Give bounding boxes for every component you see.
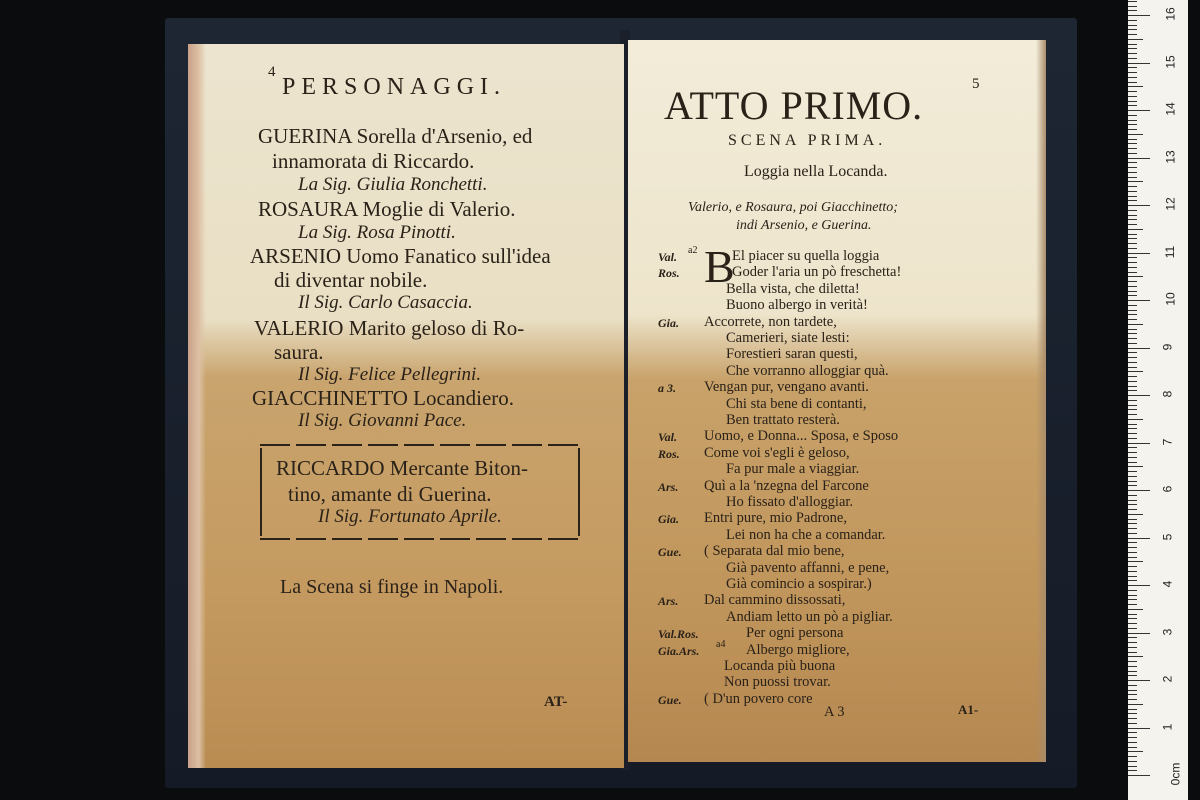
ruler-number: 9 [1160, 343, 1175, 350]
role-line: GUERINA Sorella d'Arsenio, ed [258, 124, 533, 148]
speaker-label: Gia.Ars. [658, 643, 700, 658]
speaker-label: Ros. [658, 266, 680, 281]
ruler-tick [1128, 618, 1137, 619]
speaker-label: Ars. [658, 479, 679, 494]
ruler-tick [1128, 44, 1137, 45]
ruler-tick [1128, 557, 1137, 558]
libretto-line: Camerieri, siate lesti: [726, 330, 850, 346]
ruler-tick [1128, 462, 1137, 463]
ruler-tick [1128, 599, 1137, 600]
ruler-tick [1128, 571, 1137, 572]
catchword: A1- [958, 702, 979, 717]
ruler-tick [1128, 756, 1137, 757]
ruler-tick [1128, 495, 1137, 496]
libretto-line: ( D'un povero core [704, 690, 813, 707]
ruler-tick [1128, 633, 1150, 634]
ruler-tick [1128, 424, 1137, 425]
ruler-tick [1128, 34, 1137, 35]
libretto-line: Albergo migliore, [746, 641, 850, 658]
ruler-tick [1128, 63, 1150, 64]
ruler-number: 14 [1163, 102, 1178, 116]
ruler-tick [1128, 409, 1137, 410]
ruler-tick [1128, 390, 1137, 391]
ruler-tick [1128, 1, 1137, 2]
ruler-tick [1128, 761, 1137, 762]
ruler-tick [1128, 181, 1143, 182]
ruler-tick [1128, 547, 1137, 548]
ruler-tick [1128, 219, 1137, 220]
ruler-tick [1128, 770, 1137, 771]
ruler-number: 3 [1160, 628, 1175, 635]
ruler-tick [1128, 552, 1137, 553]
ruler-number: 10 [1163, 292, 1178, 306]
libretto-line: Lei non ha che a comandar. [726, 526, 886, 543]
ruler-tick [1128, 234, 1137, 235]
ruler-tick [1128, 533, 1137, 534]
ruler-tick [1128, 371, 1143, 372]
ruler-tick [1128, 747, 1137, 748]
ruler-tick [1128, 253, 1150, 254]
ruler-tick [1128, 400, 1137, 401]
ruler-tick [1128, 205, 1150, 206]
ruler-tick [1128, 671, 1137, 672]
speaker-label: a 3. [658, 381, 676, 396]
ruler-tick [1128, 538, 1150, 539]
ruler-tick [1128, 466, 1143, 467]
page-number: 4 [268, 64, 276, 80]
ruler-tick [1128, 338, 1137, 339]
ruler-tick [1128, 585, 1150, 586]
ruler-tick [1128, 528, 1137, 529]
ruler-tick [1128, 305, 1137, 306]
ruler-tick [1128, 766, 1137, 767]
ruler-tick [1128, 329, 1137, 330]
ruler-tick [1128, 405, 1137, 406]
ruler-tick [1128, 96, 1137, 97]
ruler-tick [1128, 637, 1137, 638]
ruler-tick [1128, 196, 1137, 197]
ruler-number: 5 [1160, 533, 1175, 540]
ruler-tick [1128, 576, 1137, 577]
ruler-number: 11 [1163, 245, 1178, 258]
ruler-tick [1128, 642, 1137, 643]
page-heading: PERSONAGGI. [282, 74, 507, 100]
libretto-line: Entri pure, mio Padrone, [704, 510, 847, 527]
role-line: di diventar nobile. [274, 268, 428, 292]
ruler-tick [1128, 362, 1137, 363]
ruler-tick [1128, 10, 1137, 11]
ruler-tick [1128, 500, 1137, 501]
speaker-label: Gue. [658, 692, 682, 707]
stage-direction: Valerio, e Rosaura, poi Giacchinetto; [688, 200, 898, 215]
ruler-tick [1128, 504, 1137, 505]
measuring-ruler [1128, 0, 1188, 800]
right-page [628, 40, 1046, 762]
ruler-tick [1128, 623, 1137, 624]
ruler-tick [1128, 134, 1143, 135]
ruler-tick [1128, 210, 1137, 211]
ruler-tick [1128, 509, 1137, 510]
libretto-line: Ho fissato d'alloggiar. [726, 494, 854, 510]
ruler-tick [1128, 395, 1150, 396]
ruler-tick [1128, 167, 1137, 168]
ruler-tick [1128, 348, 1150, 349]
ruler-tick [1128, 656, 1143, 657]
ruler-tick [1128, 732, 1137, 733]
libretto-line: Buono albergo in verità! [726, 297, 868, 314]
ruler-tick [1128, 48, 1137, 49]
ruler-tick [1128, 324, 1143, 325]
ruler-tick [1128, 158, 1150, 159]
libretto-line: Già comincio a sospirar.) [726, 576, 872, 592]
ruler-tick [1128, 452, 1137, 453]
ruler-tick [1128, 728, 1150, 729]
libretto-line: Dal cammino dissossati, [704, 592, 846, 609]
ruler-tick [1128, 310, 1137, 311]
ruler-tick [1128, 172, 1137, 173]
ruler-tick [1128, 514, 1143, 515]
ruler-tick [1128, 561, 1143, 562]
role-line: tino, amante di Guerina. [288, 482, 492, 506]
ruler-tick [1128, 352, 1137, 353]
role-line: RICCARDO Mercante Biton- [276, 456, 528, 480]
ruler-number: 13 [1163, 149, 1178, 164]
ruler-tick [1128, 86, 1143, 87]
ruler-tick [1128, 628, 1137, 629]
libretto-line: ( Separata dal mio bene, [704, 543, 845, 560]
ruler-tick [1128, 381, 1137, 382]
ruler-tick [1128, 333, 1137, 334]
ruler-tick [1128, 148, 1137, 149]
act-title: ATTO PRIMO. [664, 83, 924, 128]
ruler-tick [1128, 115, 1137, 116]
ruler-tick [1128, 319, 1137, 320]
libretto-line: El piacer su quella loggia [732, 248, 880, 264]
ruler-number: 1 [1160, 723, 1175, 730]
scene-location: Loggia nella Locanda. [744, 163, 888, 180]
ruler-tick [1128, 699, 1137, 700]
ruler-tick [1128, 519, 1137, 520]
actor-name: Il Sig. Carlo Casaccia. [298, 292, 473, 313]
speaker-label: Val.Ros. [658, 627, 699, 642]
ruler-tick [1128, 120, 1137, 121]
libretto-line: Per ogni persona [746, 625, 844, 642]
actor-name: La Sig. Rosa Pinotti. [298, 222, 456, 243]
ruler-tick [1128, 566, 1137, 567]
ruler-tick [1128, 609, 1143, 610]
libretto-line: Non puossi trovar. [724, 674, 831, 691]
box-left-rule [260, 448, 262, 536]
ruler-tick [1128, 15, 1150, 16]
ruler-tick [1128, 443, 1150, 444]
ruler-tick [1128, 53, 1137, 54]
ruler-tick [1128, 286, 1137, 287]
ruler-tick [1128, 67, 1137, 68]
ruler-number: 16 [1163, 7, 1178, 21]
ruler-tick [1128, 272, 1137, 273]
speaker-label: Gue. [658, 545, 682, 560]
setting-note: La Scena si finge in Napoli. [280, 576, 504, 598]
speaker-label: Gia. [658, 512, 679, 527]
role-line: saura. [274, 340, 324, 364]
box-top-rule [260, 444, 580, 446]
role-line: VALERIO Marito geloso di Ro- [254, 316, 525, 340]
ruler-tick [1128, 267, 1137, 268]
ruler-tick [1128, 39, 1143, 40]
ruler-tick [1128, 471, 1137, 472]
ruler-tick [1128, 704, 1143, 705]
ruler-tick [1128, 243, 1137, 244]
ruler-tick [1128, 419, 1143, 420]
libretto-line: Bella vista, che diletta! [726, 280, 860, 297]
ruler-tick [1128, 314, 1137, 315]
ruler-tick [1128, 438, 1137, 439]
ruler-tick [1128, 481, 1137, 482]
ruler-tick [1128, 694, 1137, 695]
ruler-tick [1128, 58, 1137, 59]
ruler-tick [1128, 647, 1137, 648]
ruler-tick [1128, 590, 1137, 591]
stage-direction: indi Arsenio, e Guerina. [736, 218, 872, 233]
ruler-tick [1128, 680, 1150, 681]
ruler-tick [1128, 343, 1137, 344]
box-bottom-rule [260, 538, 580, 540]
ruler-tick [1128, 124, 1137, 125]
libretto-line: Che vorranno alloggiar quà. [726, 362, 889, 379]
ruler-tick [1128, 713, 1137, 714]
ruler-tick [1128, 262, 1137, 263]
ruler-number: 15 [1163, 54, 1178, 69]
ruler-tick [1128, 177, 1137, 178]
ruler-tick [1128, 661, 1137, 662]
ruler-tick [1128, 215, 1137, 216]
catchword: AT- [544, 694, 568, 710]
ruler-tick [1128, 25, 1137, 26]
actor-name: Il Sig. Giovanni Pace. [298, 410, 467, 431]
ruler-tick [1128, 386, 1137, 387]
ruler-tick [1128, 723, 1137, 724]
ruler-tick [1128, 652, 1137, 653]
libretto-line: Andiam letto un pò a pigliar. [726, 608, 893, 625]
ruler-tick [1128, 580, 1137, 581]
ruler-tick [1128, 77, 1137, 78]
libretto-line: Già pavento affanni, e pene, [726, 559, 890, 576]
ruler-tick [1128, 238, 1137, 239]
ruler-tick [1128, 248, 1137, 249]
speaker-label: Ros. [658, 446, 680, 461]
ruler-tick [1128, 281, 1137, 282]
ruler-tick [1128, 110, 1150, 111]
ruler-tick [1128, 718, 1137, 719]
ruler-tick [1128, 675, 1137, 676]
ruler-tick [1128, 139, 1137, 140]
libretto-line: Fa pur male a viaggiar. [726, 461, 860, 478]
ruler-tick [1128, 91, 1137, 92]
ruler-tick [1128, 742, 1137, 743]
ruler-tick [1128, 143, 1137, 144]
libretto-line: Accorrete, non tardete, [704, 313, 837, 330]
ruler-tick [1128, 457, 1137, 458]
ruler-tick [1128, 614, 1137, 615]
ruler-tick [1128, 604, 1137, 605]
ruler-tick [1128, 101, 1137, 102]
speaker-label: Val. [658, 430, 678, 445]
ruler-number: 8 [1160, 390, 1175, 398]
ruler-tick [1128, 300, 1150, 301]
ruler-number: 4 [1160, 580, 1175, 588]
ruler-tick [1128, 490, 1150, 491]
ruler-tick [1128, 367, 1137, 368]
ruler-tick [1128, 200, 1137, 201]
ruler-tick [1128, 229, 1143, 230]
libretto-line: Goder l'aria un pò freschetta! [732, 264, 902, 281]
speaker-label: Gia. [658, 315, 679, 330]
ruler-tick [1128, 224, 1137, 225]
ruler-tick [1128, 6, 1137, 7]
speaker-label: Val. [658, 250, 678, 264]
ruler-number: 2 [1160, 675, 1175, 683]
speaker-label: Ars. [658, 594, 679, 609]
ruler-tick [1128, 414, 1137, 415]
actor-name: Il Sig. Fortunato Aprile. [318, 506, 502, 527]
ruler-tick [1128, 690, 1137, 691]
ruler-tick [1128, 523, 1137, 524]
ruler-tick [1128, 376, 1137, 377]
ruler-tick [1128, 186, 1137, 187]
ruler-tick [1128, 751, 1143, 752]
ruler-tick [1128, 357, 1137, 358]
page-number: 5 [972, 76, 980, 92]
signature-mark: A 3 [824, 704, 845, 720]
role-line: innamorata di Riccardo. [272, 149, 475, 173]
ruler-tick [1128, 72, 1137, 73]
ruler-number: 6 [1160, 485, 1175, 493]
ruler-tick [1128, 276, 1143, 277]
libretto-line: Quì a la 'nzegna del Farcone [704, 477, 869, 494]
ruler-tick [1128, 162, 1137, 163]
ruler-tick [1128, 542, 1137, 543]
ruler-tick [1128, 82, 1137, 83]
ruler-tick [1128, 666, 1137, 667]
ruler-tick [1128, 775, 1150, 776]
ruler-tick [1128, 191, 1137, 192]
ruler-tick [1128, 737, 1137, 738]
ruler-tick [1128, 295, 1137, 296]
ruler-tick [1128, 485, 1137, 486]
libretto-line: Chi sta bene di contanti, [726, 395, 867, 412]
ruler-tick [1128, 29, 1137, 30]
ruler-number: 0cm [1168, 762, 1183, 786]
actor-name: La Sig. Giulia Ronchetti. [298, 174, 488, 195]
ruler-tick [1128, 709, 1137, 710]
libretto-line: Forestieri saran questi, [726, 346, 858, 363]
role-line: GIACCHINETTO Locandiero. [252, 386, 515, 410]
libretto-line: Uomo, e Donna... Sposa, e Sposo [704, 428, 899, 445]
drop-cap: B [704, 241, 735, 292]
libretto-line: Ben trattato resterà. [726, 412, 840, 428]
ruler-tick [1128, 595, 1137, 596]
ruler-tick [1128, 447, 1137, 448]
ruler-tick [1128, 428, 1137, 429]
ruler-tick [1128, 20, 1137, 21]
ruler-tick [1128, 685, 1137, 686]
ruler-tick [1128, 129, 1137, 130]
libretto-line: Come voi s'egli è geloso, [704, 444, 850, 461]
libretto-line: Locanda più buona [724, 658, 836, 674]
left-page [188, 44, 624, 768]
actor-name: Il Sig. Felice Pellegrini. [298, 364, 482, 385]
role-line: ROSAURA Moglie di Valerio. [258, 197, 516, 221]
box-right-rule [578, 448, 580, 536]
ruler-number: 7 [1160, 438, 1175, 445]
ruler-tick [1128, 433, 1137, 434]
ruler-tick [1128, 291, 1137, 292]
voice-count: a4 [716, 638, 726, 650]
voice-count: a2 [688, 245, 698, 256]
ruler-tick [1128, 153, 1137, 154]
ruler-number: 12 [1163, 197, 1178, 211]
role-line: ARSENIO Uomo Fanatico sull'idea [250, 244, 551, 268]
ruler-tick [1128, 105, 1137, 106]
scene-title: SCENA PRIMA. [728, 132, 887, 149]
ruler-tick [1128, 476, 1137, 477]
libretto-line: Vengan pur, vengano avanti. [704, 379, 869, 396]
ruler-tick [1128, 257, 1137, 258]
